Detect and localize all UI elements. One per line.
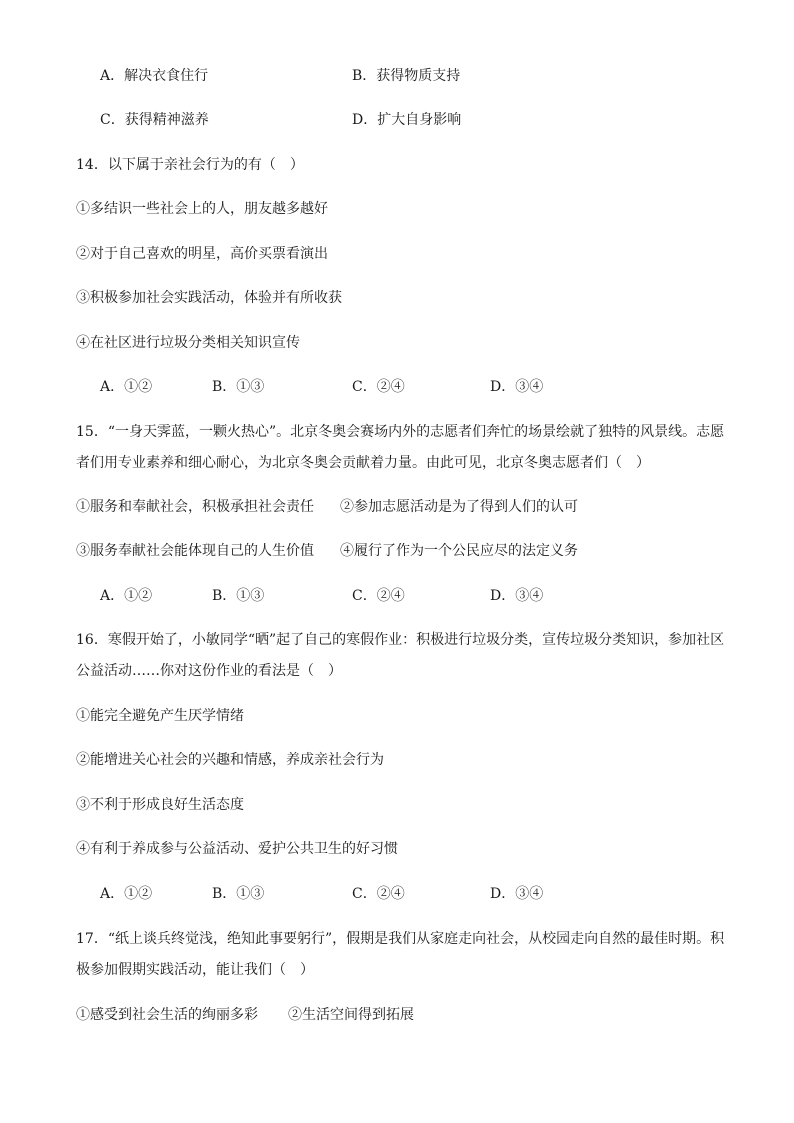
q15-item-3: ③服务奉献社会能体现自己的人生价值 [76, 543, 314, 559]
q16-item-2: ②能增进关心社会的兴趣和情感，养成亲社会行为 [76, 752, 384, 768]
q17-stem-line-2: 极参加假期实践活动，能让我们（ ） [76, 962, 314, 978]
q16-stem-line-2: 公益活动……你对这份作业的看法是（ ） [76, 663, 342, 679]
q14-item-1: ①多结识一些社会上的人，朋友越多越好 [76, 201, 328, 217]
q15-stem-line-2: 者们用专业素养和细心耐心，为北京冬奥会贡献着力量。由此可见，北京冬奥志愿者们（ ） [76, 455, 650, 471]
q14-option-c: C．②④ [352, 379, 405, 395]
q15-item-1: ①服务和奉献社会，积极承担社会责任 [76, 499, 314, 515]
q15-item-4: ④履行了作为一个公民应尽的法定义务 [340, 543, 578, 559]
q13-option-d: D．扩大自身影响 [352, 112, 462, 128]
q14-stem: 14．以下属于亲社会行为的有（ ） [76, 157, 304, 173]
q14-item-3: ③积极参加社会实践活动，体验并有所收获 [76, 290, 342, 306]
q17-item-1: ①感受到社会生活的绚丽多彩 [76, 1007, 258, 1023]
q17-item-2: ②生活空间得到拓展 [288, 1007, 414, 1023]
q15-option-d: D．③④ [490, 588, 544, 604]
q14-option-a: A．①② [100, 379, 153, 395]
q16-option-c: C．②④ [352, 886, 405, 902]
q14-option-b: B．①③ [212, 379, 265, 395]
q15-item-2: ②参加志愿活动是为了得到人们的认可 [340, 499, 578, 515]
q16-item-3: ③不利于形成良好生活态度 [76, 797, 244, 813]
q16-item-1: ①能完全避免产生厌学情绪 [76, 708, 244, 724]
q14-item-4: ④在社区进行垃圾分类相关知识宣传 [76, 335, 300, 351]
q13-option-a: A．解决衣食住行 [100, 68, 209, 84]
q16-option-b: B．①③ [212, 886, 265, 902]
q14-item-2: ②对于自己喜欢的明星，高价买票看演出 [76, 246, 328, 262]
q15-option-a: A．①② [100, 588, 153, 604]
q13-option-c: C．获得精神滋养 [100, 112, 209, 128]
q16-stem-line-1: 16．寒假开始了，小敏同学“晒”起了自己的寒假作业：积极进行垃圾分类，宣传垃圾分类知识，参加社区 [76, 632, 725, 648]
q15-stem-line-1: 15．“一身天霁蓝，一颗火热心”。北京冬奥会赛场内外的志愿者们奔忙的场景绘就了独特的风景线。志愿 [76, 424, 725, 440]
q13-option-b: B．获得物质支持 [352, 68, 461, 84]
q16-option-a: A．①② [100, 886, 153, 902]
q16-option-d: D．③④ [490, 886, 544, 902]
q16-item-4: ④有利于养成参与公益活动、爱护公共卫生的好习惯 [76, 841, 398, 857]
q17-stem-line-1: 17．“纸上谈兵终觉浅，绝知此事要躬行”，假期是我们从家庭走向社会，从校园走向自然的最佳时期。积 [76, 931, 725, 947]
q15-option-c: C．②④ [352, 588, 405, 604]
q15-option-b: B．①③ [212, 588, 265, 604]
q14-option-d: D．③④ [490, 379, 544, 395]
